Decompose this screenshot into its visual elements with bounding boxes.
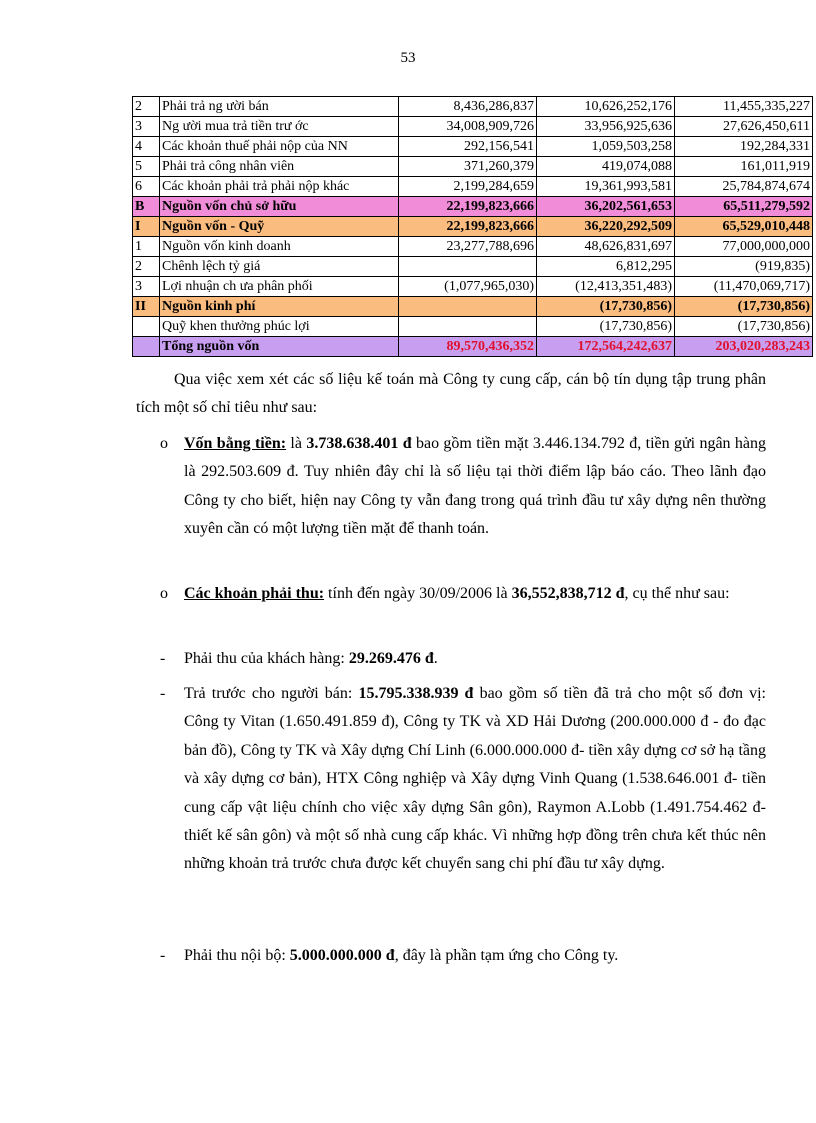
- row-number-cell: 5: [133, 157, 160, 177]
- von-bang-tien-amount: 3.738.638.401 đ: [306, 435, 412, 452]
- von-bang-tien-item: [184, 430, 766, 544]
- table-row: [133, 177, 813, 197]
- phai-thu-khach-hang-amount: 29.269.476 đ: [348, 650, 434, 667]
- table-row: [133, 337, 813, 357]
- row-name-cell: Lợi nhuận ch ưa phân phối: [160, 277, 399, 297]
- text-span: bao gồm số tiền đã trả cho một số đơn vị: Công ty Vitan (1.650.491.859 đ), Công ty TK và XD Hải Dương (200.000.000 đ - đo đạc bản đồ), Công ty TK và Xây dựng Chí Linh (6.000.000.000 đ- tiền xây dựng cơ sở hạ tầng và xây dựng cơ bản), HTX Công nghiệp và Xây dựng Vinh Quang (1.538.646.001 đ- tiền cung cấp vật liệu chính cho việc xây dựng Sân gôn), Raymon A.Lobb (1.491.754.462 đ- thiết kế sân gôn) và một số nhà cung cấp khác. Vì những hợp đồng trên chưa kết thúc nên những khoản trả trước chưa được kết chuyển sang chi phí đầu tư xây dựng.: [184, 685, 766, 873]
- value-cell: (17,730,856): [537, 317, 675, 337]
- row-number-cell: I: [133, 217, 160, 237]
- balance-sheet-table: [132, 96, 813, 357]
- table-row: [133, 137, 813, 157]
- text-span: .: [433, 650, 438, 667]
- phai-thu-noi-bo-item: [184, 942, 766, 970]
- value-cell: 371,260,379: [399, 157, 537, 177]
- bullet-marker: o: [160, 435, 168, 452]
- text-span: Phải thu của khách hàng:: [184, 650, 349, 667]
- value-cell: (12,413,351,483): [537, 277, 675, 297]
- row-number-cell: 1: [133, 237, 160, 257]
- row-name-cell: Nguồn vốn chủ sở hữu: [160, 197, 399, 217]
- value-cell: 161,011,919: [675, 157, 813, 177]
- dash-marker: -: [160, 685, 166, 702]
- table-row: [133, 197, 813, 217]
- value-cell: 203,020,283,243: [675, 337, 813, 357]
- dash-marker: -: [160, 650, 166, 667]
- value-cell: 8,436,286,837: [399, 97, 537, 117]
- text-span: , cụ thể như sau:: [624, 585, 730, 602]
- value-cell: 27,626,450,611: [675, 117, 813, 137]
- row-number-cell: 2: [133, 257, 160, 277]
- value-cell: [399, 317, 537, 337]
- row-number-cell: 4: [133, 137, 160, 157]
- value-cell: 6,812,295: [537, 257, 675, 277]
- value-cell: 11,455,335,227: [675, 97, 813, 117]
- row-name-cell: Nguồn vốn kinh doanh: [160, 237, 399, 257]
- row-name-cell: Các khoản phải trả phải nộp khác: [160, 177, 399, 197]
- value-cell: (17,730,856): [675, 297, 813, 317]
- text-span: bao gồm tiền mặt 3.446.134.792 đ, tiền gửi ngân hàng là 292.503.609 đ. Tuy nhiên đây chỉ là số liệu tại thời điểm lập báo cáo. Theo lãnh đạo Công ty cho biết, hiện nay Công ty vẫn đang trong quá trình đầu tư xây dựng nên thường xuyên cần có một lượng tiền mặt để thanh toán.: [184, 435, 767, 538]
- value-cell: 48,626,831,697: [537, 237, 675, 257]
- table-row: [133, 317, 813, 337]
- row-number-cell: 6: [133, 177, 160, 197]
- value-cell: (11,470,069,717): [675, 277, 813, 297]
- value-cell: (919,835): [675, 257, 813, 277]
- row-name-cell: Phải trả ng ười bán: [160, 97, 399, 117]
- dash-marker: -: [160, 947, 166, 964]
- intro-paragraph: Qua việc xem xét các số liệu kế toán mà Công ty cung cấp, cán bộ tín dụng tập trung phân tích một số chỉ tiêu như sau:: [136, 371, 766, 416]
- row-number-cell: 2: [133, 97, 160, 117]
- table-row: [133, 117, 813, 137]
- value-cell: 2,199,284,659: [399, 177, 537, 197]
- table-row: [133, 277, 813, 297]
- row-name-cell: Tổng nguồn vốn: [160, 337, 399, 357]
- bullet-marker: o: [160, 585, 168, 602]
- row-number-cell: 3: [133, 117, 160, 137]
- value-cell: 36,220,292,509: [537, 217, 675, 237]
- value-cell: 36,202,561,653: [537, 197, 675, 217]
- value-cell: 23,277,788,696: [399, 237, 537, 257]
- value-cell: 25,784,874,674: [675, 177, 813, 197]
- value-cell: 33,956,925,636: [537, 117, 675, 137]
- row-number-cell: [133, 317, 160, 337]
- value-cell: 10,626,252,176: [537, 97, 675, 117]
- text-span: , đây là phần tạm ứng cho Công ty.: [394, 947, 619, 964]
- row-name-cell: Nguồn vốn - Quỹ: [160, 217, 399, 237]
- value-cell: 192,284,331: [675, 137, 813, 157]
- row-number-cell: II: [133, 297, 160, 317]
- row-number-cell: [133, 337, 160, 357]
- value-cell: (1,077,965,030): [399, 277, 537, 297]
- cac-khoan-phai-thu-item: [184, 580, 766, 608]
- table-row: [133, 297, 813, 317]
- value-cell: 89,570,436,352: [399, 337, 537, 357]
- table-row: [133, 157, 813, 177]
- value-cell: 172,564,242,637: [537, 337, 675, 357]
- table-row: [133, 217, 813, 237]
- row-number-cell: 3: [133, 277, 160, 297]
- value-cell: [399, 297, 537, 317]
- value-cell: 34,008,909,726: [399, 117, 537, 137]
- text-span: tính đến ngày 30/09/2006 là: [324, 585, 512, 602]
- value-cell: (17,730,856): [675, 317, 813, 337]
- value-cell: 22,199,823,666: [399, 197, 537, 217]
- row-name-cell: Ng ười mua trả tiền trư ớc: [160, 117, 399, 137]
- value-cell: 22,199,823,666: [399, 217, 537, 237]
- text-span: Phải thu nội bộ:: [184, 947, 290, 964]
- table-row: [133, 257, 813, 277]
- value-cell: (17,730,856): [537, 297, 675, 317]
- von-bang-tien-label: Vốn bằng tiền:: [184, 435, 287, 452]
- cac-khoan-phai-thu-label: Các khoản phải thu:: [184, 585, 325, 602]
- tra-truoc-amount: 15.795.338.939 đ: [358, 685, 474, 702]
- value-cell: 65,529,010,448: [675, 217, 813, 237]
- value-cell: [399, 257, 537, 277]
- tra-truoc-item: [184, 680, 766, 879]
- value-cell: 19,361,993,581: [537, 177, 675, 197]
- row-number-cell: B: [133, 197, 160, 217]
- row-name-cell: Chênh lệch tỷ giá: [160, 257, 399, 277]
- text-span: là: [286, 435, 307, 452]
- page-number: 53: [400, 50, 416, 66]
- row-name-cell: Phải trả công nhân viên: [160, 157, 399, 177]
- row-name-cell: Nguồn kinh phí: [160, 297, 399, 317]
- row-name-cell: Các khoản thuế phải nộp của NN: [160, 137, 399, 157]
- text-span: Trả trước cho người bán:: [184, 685, 359, 702]
- table-row: [133, 237, 813, 257]
- value-cell: 1,059,503,258: [537, 137, 675, 157]
- value-cell: 65,511,279,592: [675, 197, 813, 217]
- phai-thu-noi-bo-amount: 5.000.000.000 đ: [289, 947, 395, 964]
- table-row: [133, 97, 813, 117]
- value-cell: 419,074,088: [537, 157, 675, 177]
- row-name-cell: Quỹ khen thưởng phúc lợi: [160, 317, 399, 337]
- phai-thu-khach-hang-item: [184, 645, 766, 673]
- value-cell: 77,000,000,000: [675, 237, 813, 257]
- value-cell: 292,156,541: [399, 137, 537, 157]
- phai-thu-amount: 36,552,838,712 đ: [511, 585, 625, 602]
